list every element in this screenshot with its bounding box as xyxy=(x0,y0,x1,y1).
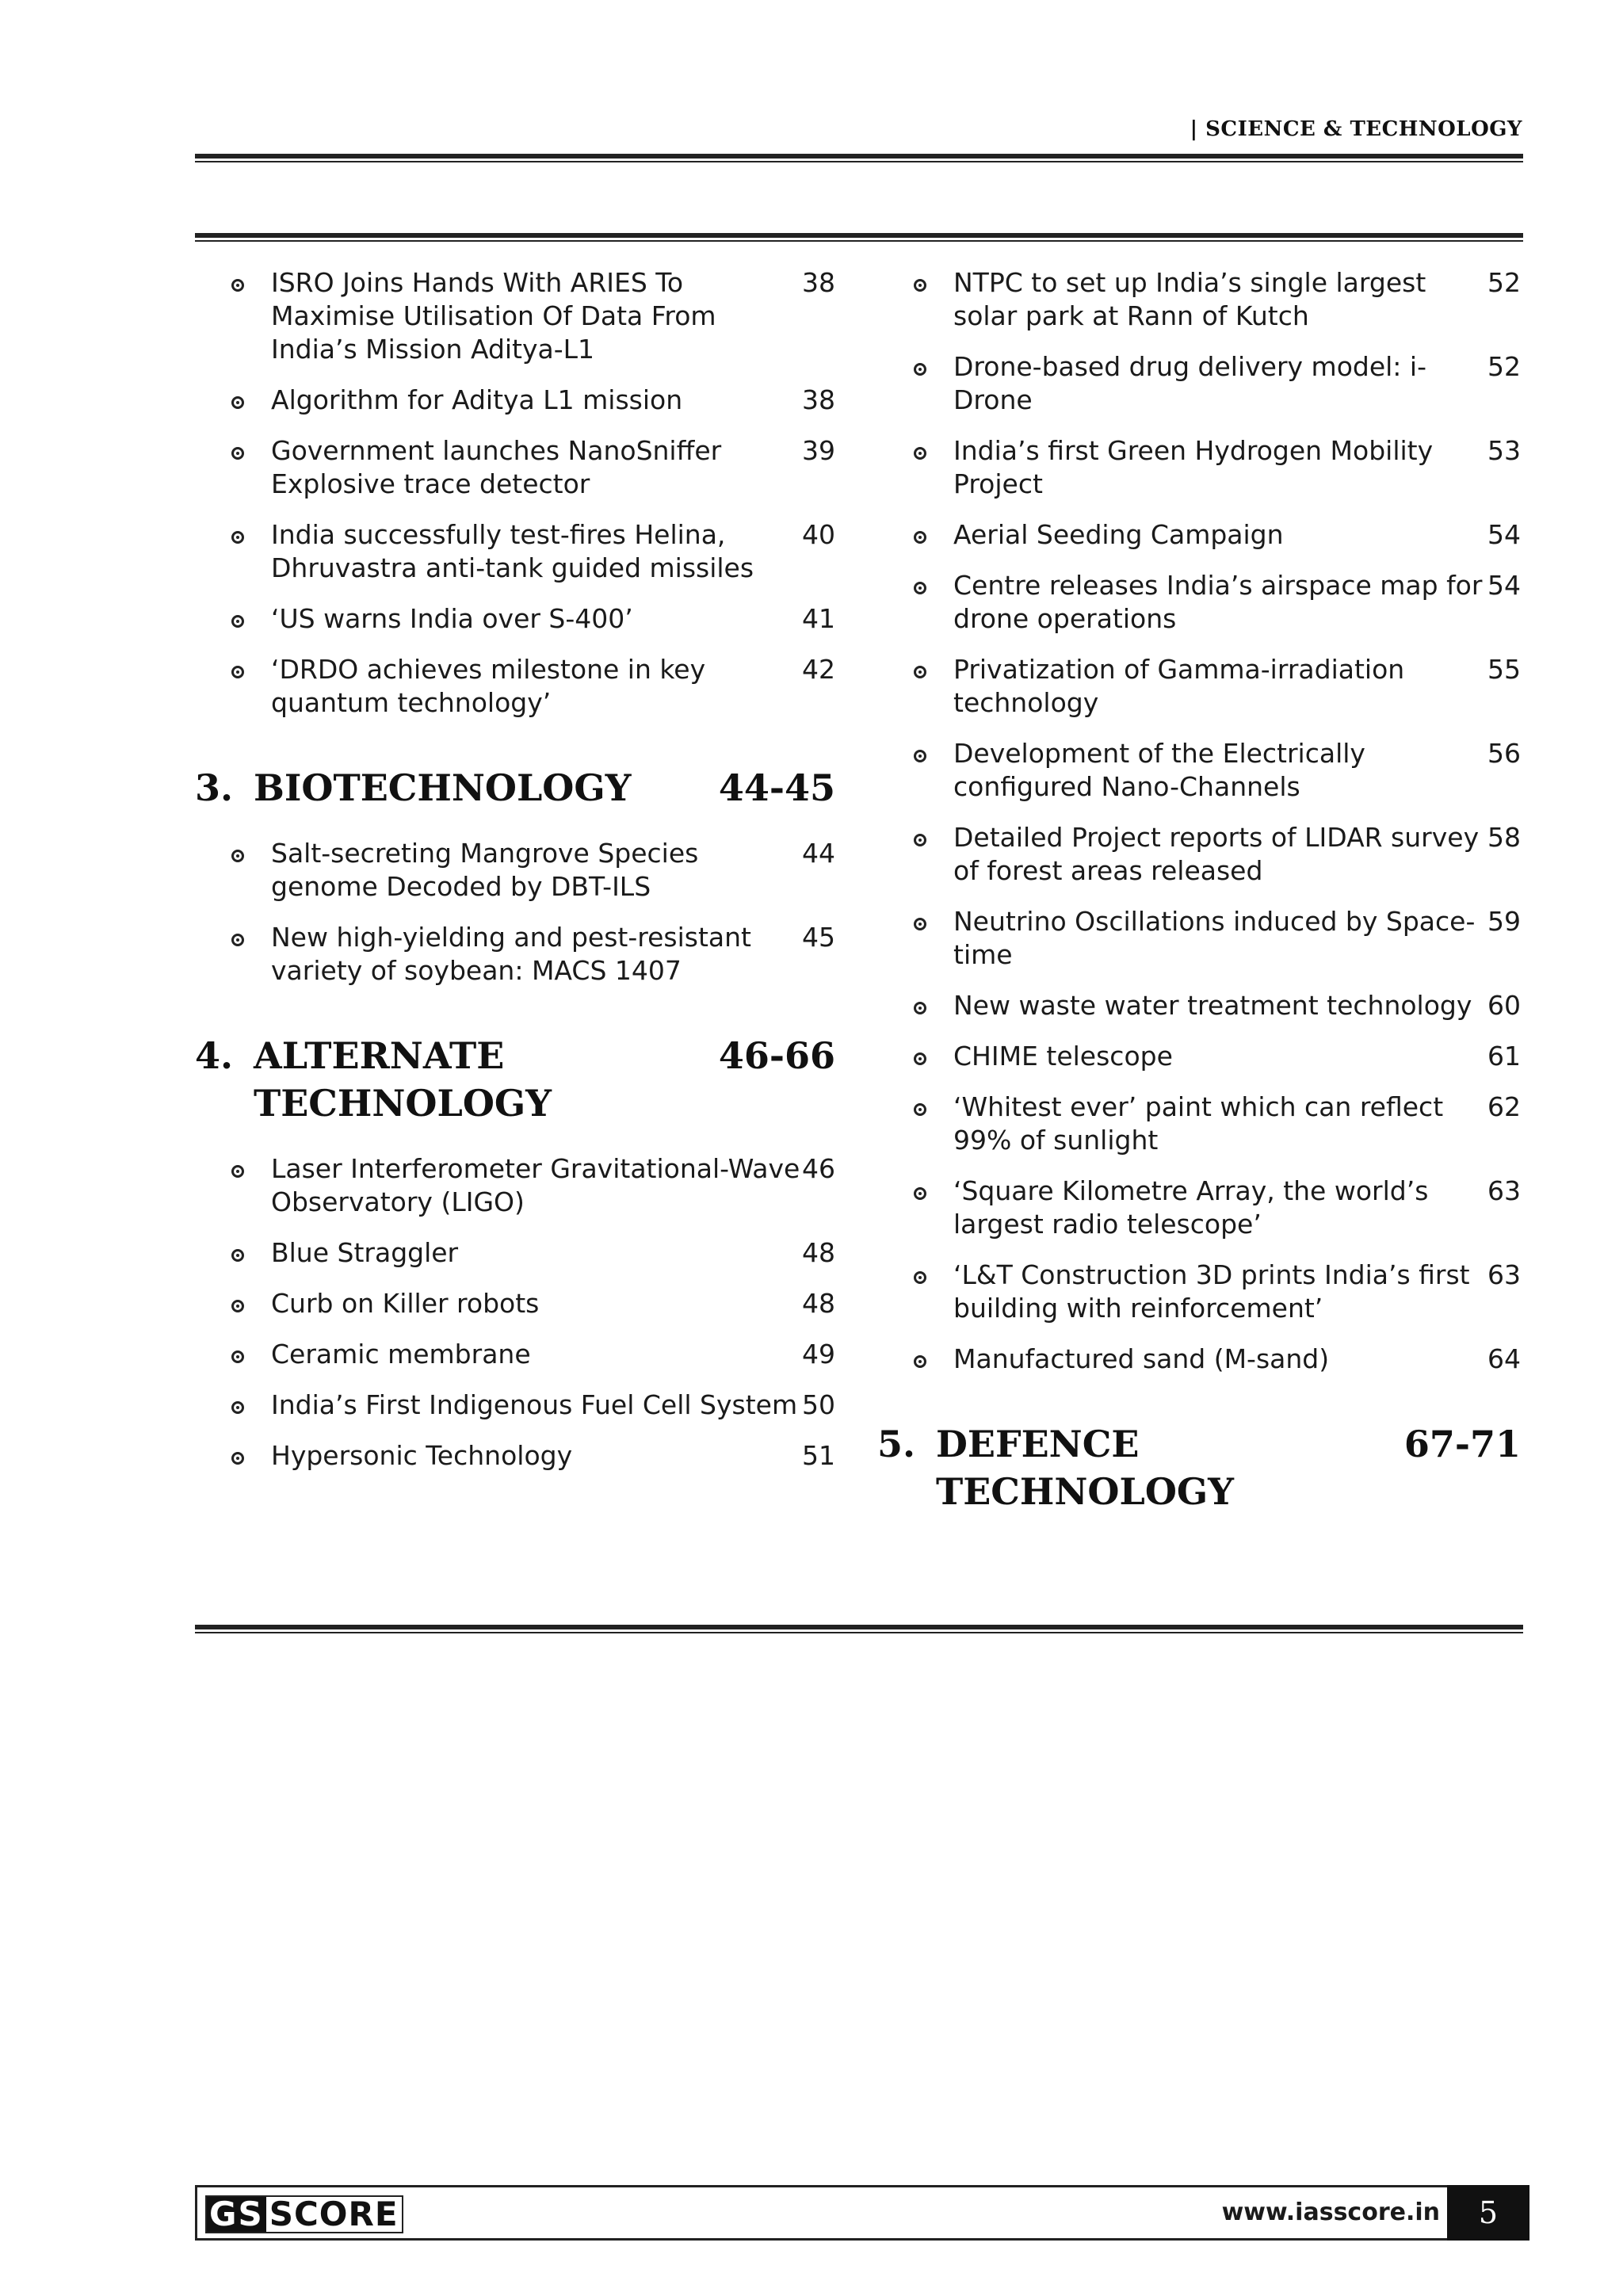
toc-entry-title: ‘Whitest ever’ paint which can reflect 99% of sunlight xyxy=(953,1091,1444,1156)
bullet-icon xyxy=(231,1300,244,1312)
bullet-icon xyxy=(914,1103,926,1116)
toc-entry-title: Drone-based drug delivery model: i-Drone xyxy=(953,351,1426,415)
toc-entry-page: 38 xyxy=(802,267,835,298)
toc-entry-page: 52 xyxy=(1487,351,1521,382)
toc-entry-title: Algorithm for Aditya L1 mission xyxy=(271,384,683,415)
toc-entry-page: 42 xyxy=(802,654,835,685)
section-title: BIOTECHNOLOGY xyxy=(254,766,632,809)
bullet-icon xyxy=(914,1052,926,1065)
toc-entry-page: 55 xyxy=(1487,654,1521,685)
gs-score-logo xyxy=(205,2195,403,2233)
header-rule xyxy=(195,154,1523,162)
bullet-icon xyxy=(914,1271,926,1284)
toc-entry-page: 44 xyxy=(802,838,835,869)
toc-entry-title: New high-yielding and pest-resistant variety of soybean: MACS 1407 xyxy=(271,922,751,986)
toc-entry-title: Manufactured sand (M-sand) xyxy=(953,1343,1330,1374)
toc-left-column xyxy=(195,266,835,1490)
toc-entry-page: 62 xyxy=(1487,1091,1521,1122)
bullet-icon xyxy=(914,918,926,930)
toc-entry[interactable] xyxy=(271,518,835,585)
page-footer xyxy=(195,2185,1529,2241)
toc-entry-title: Detailed Project reports of LIDAR survey of forest areas released xyxy=(953,822,1480,886)
section-heading-biotechnology[interactable] xyxy=(195,764,835,812)
bullet-icon xyxy=(231,1350,244,1363)
toc-entry-title: Centre releases India’s airspace map for drone operations xyxy=(953,570,1483,634)
bullet-icon xyxy=(231,396,244,409)
toc-entry-title: Government launches NanoSniffer Explosive trace detector xyxy=(271,435,722,499)
toc-entry-title: Neutrino Oscillations induced by Space-time xyxy=(953,906,1476,970)
content-top-rule xyxy=(195,233,1523,242)
toc-entry-title: Curb on Killer robots xyxy=(271,1288,540,1319)
toc-entry-page: 45 xyxy=(802,922,835,953)
toc-entry[interactable] xyxy=(953,1175,1521,1241)
toc-list-biotechnology xyxy=(195,837,835,988)
section-page-range: 46-66 xyxy=(718,1034,835,1077)
toc-entry-page: 59 xyxy=(1487,906,1521,937)
toc-entry-page: 39 xyxy=(802,435,835,466)
toc-entry[interactable] xyxy=(271,1389,835,1422)
toc-entry[interactable] xyxy=(953,1343,1521,1376)
bullet-icon xyxy=(914,279,926,292)
toc-entry-title: India successfully test-fires Helina, Dhruvastra anti-tank guided missiles xyxy=(271,519,754,583)
toc-list-alternate-technology xyxy=(195,1152,835,1473)
bullet-icon xyxy=(914,834,926,846)
toc-entry[interactable] xyxy=(953,737,1521,804)
toc-entry-title: Privatization of Gamma-irradiation technology xyxy=(953,654,1405,718)
toc-entry-page: 54 xyxy=(1487,570,1521,601)
toc-entry-title: ‘Square Kilometre Array, the world’s largest radio telescope’ xyxy=(953,1175,1429,1240)
toc-entry-title: ISRO Joins Hands With ARIES To Maximise Utilisation Of Data From India’s Mission Aditya-L1 xyxy=(271,267,716,365)
toc-entry-title: Laser Interferometer Gravitational-Wave Observatory (LIGO) xyxy=(271,1153,800,1217)
toc-entry-page: 49 xyxy=(802,1339,835,1370)
toc-list-alternate-technology-cont xyxy=(877,266,1521,1376)
toc-entry-title: ‘L&T Construction 3D prints India’s first building with reinforcement’ xyxy=(953,1259,1470,1324)
toc-right-column xyxy=(877,266,1521,1541)
toc-entry[interactable] xyxy=(953,1091,1521,1157)
toc-entry[interactable] xyxy=(953,266,1521,333)
toc-entry-page: 48 xyxy=(802,1288,835,1319)
toc-entry-page: 56 xyxy=(1487,738,1521,769)
section-title: DEFENCE TECHNOLOGY xyxy=(936,1423,1235,1513)
toc-entry-title: CHIME telescope xyxy=(953,1041,1173,1072)
toc-entry-page: 60 xyxy=(1487,990,1521,1021)
toc-entry[interactable] xyxy=(953,518,1521,552)
bullet-icon xyxy=(231,531,244,544)
toc-entry-title: New waste water treatment technology xyxy=(953,990,1472,1021)
bullet-icon xyxy=(231,850,244,862)
bullet-icon xyxy=(914,582,926,594)
toc-entry-title: Aerial Seeding Campaign xyxy=(953,519,1284,550)
toc-entry-title: India’s first Green Hydrogen Mobility Project xyxy=(953,435,1434,499)
toc-entry[interactable] xyxy=(953,653,1521,720)
bullet-icon xyxy=(914,750,926,762)
bullet-icon xyxy=(914,531,926,544)
toc-entry-page: 41 xyxy=(802,603,835,634)
section-heading-defence-technology[interactable] xyxy=(877,1420,1521,1515)
toc-entry[interactable] xyxy=(271,837,835,904)
toc-entry-page: 58 xyxy=(1487,822,1521,853)
toc-entry[interactable] xyxy=(271,602,835,636)
section-number: 3. xyxy=(195,766,234,809)
bullet-icon xyxy=(231,615,244,628)
section-page-range: 44-45 xyxy=(718,766,835,809)
bullet-icon xyxy=(914,666,926,678)
content-bottom-rule xyxy=(195,1625,1523,1633)
bullet-icon xyxy=(914,1187,926,1200)
toc-entry-page: 53 xyxy=(1487,435,1521,466)
section-heading-alternate-technology[interactable] xyxy=(195,1032,835,1127)
bullet-icon xyxy=(914,363,926,376)
bullet-icon xyxy=(231,1452,244,1465)
toc-entry[interactable] xyxy=(271,1338,835,1371)
bullet-icon xyxy=(231,279,244,292)
toc-entry-title: Development of the Electrically configured Nano-Channels xyxy=(953,738,1365,802)
toc-entry[interactable] xyxy=(271,921,835,988)
toc-entry[interactable] xyxy=(953,569,1521,636)
toc-entry[interactable] xyxy=(953,350,1521,417)
toc-entry[interactable] xyxy=(271,266,835,366)
toc-entry-page: 61 xyxy=(1487,1041,1521,1072)
toc-entry-page: 52 xyxy=(1487,267,1521,298)
toc-entry[interactable] xyxy=(271,1152,835,1219)
toc-entry[interactable] xyxy=(271,653,835,720)
bullet-icon xyxy=(914,447,926,460)
toc-entry-page: 40 xyxy=(802,519,835,550)
bullet-icon xyxy=(914,1002,926,1014)
logo-score-text: SCORE xyxy=(269,2195,399,2233)
toc-entry-title: ‘US warns India over S-400’ xyxy=(271,603,633,634)
toc-entry[interactable] xyxy=(271,1287,835,1320)
toc-entry-title: ‘DRDO achieves milestone in key quantum technology’ xyxy=(271,654,706,718)
section-number: 4. xyxy=(195,1034,234,1077)
toc-entry-title: Salt-secreting Mangrove Species genome Decoded by DBT-ILS xyxy=(271,838,699,902)
toc-entry[interactable] xyxy=(953,1040,1521,1073)
toc-entry-page: 64 xyxy=(1487,1343,1521,1374)
bullet-icon xyxy=(231,1165,244,1178)
running-header: | SCIENCE & TECHNOLOGY xyxy=(1190,117,1522,141)
toc-entry[interactable] xyxy=(271,384,835,417)
toc-entry-page: 48 xyxy=(802,1237,835,1268)
toc-entry-page: 38 xyxy=(802,384,835,415)
toc-entry[interactable] xyxy=(271,434,835,501)
section-title: ALTERNATE TECHNOLOGY xyxy=(254,1034,552,1125)
logo-gs-mark: GS xyxy=(207,2197,266,2232)
section-number: 5. xyxy=(877,1423,916,1465)
toc-entry[interactable] xyxy=(953,434,1521,501)
toc-entry-title: Blue Straggler xyxy=(271,1237,459,1268)
toc-entry[interactable] xyxy=(271,1236,835,1270)
toc-entry-title: India’s First Indigenous Fuel Cell System xyxy=(271,1389,798,1420)
toc-entry-page: 50 xyxy=(802,1389,835,1420)
bullet-icon xyxy=(914,1355,926,1368)
toc-entry-title: NTPC to set up India’s single largest solar park at Rann of Kutch xyxy=(953,267,1426,331)
toc-entry[interactable] xyxy=(953,821,1521,888)
toc-entry[interactable] xyxy=(953,1259,1521,1325)
toc-entry-page: 63 xyxy=(1487,1175,1521,1206)
toc-list-continued xyxy=(195,266,835,720)
bullet-icon xyxy=(231,666,244,678)
bullet-icon xyxy=(231,447,244,460)
bullet-icon xyxy=(231,934,244,946)
page-number: 5 xyxy=(1447,2185,1529,2241)
toc-entry-page: 46 xyxy=(802,1153,835,1184)
toc-entry-title: Ceramic membrane xyxy=(271,1339,531,1370)
website-link[interactable]: www.iasscore.in xyxy=(1221,2199,1440,2226)
toc-entry-page: 54 xyxy=(1487,519,1521,550)
bullet-icon xyxy=(231,1401,244,1414)
toc-entry[interactable] xyxy=(953,989,1521,1022)
toc-entry-page: 63 xyxy=(1487,1259,1521,1290)
toc-entry-page: 51 xyxy=(802,1440,835,1471)
toc-entry[interactable] xyxy=(271,1439,835,1473)
toc-entry[interactable] xyxy=(953,905,1521,972)
section-page-range: 67-71 xyxy=(1403,1423,1521,1465)
toc-entry-title: Hypersonic Technology xyxy=(271,1440,573,1471)
bullet-icon xyxy=(231,1249,244,1262)
